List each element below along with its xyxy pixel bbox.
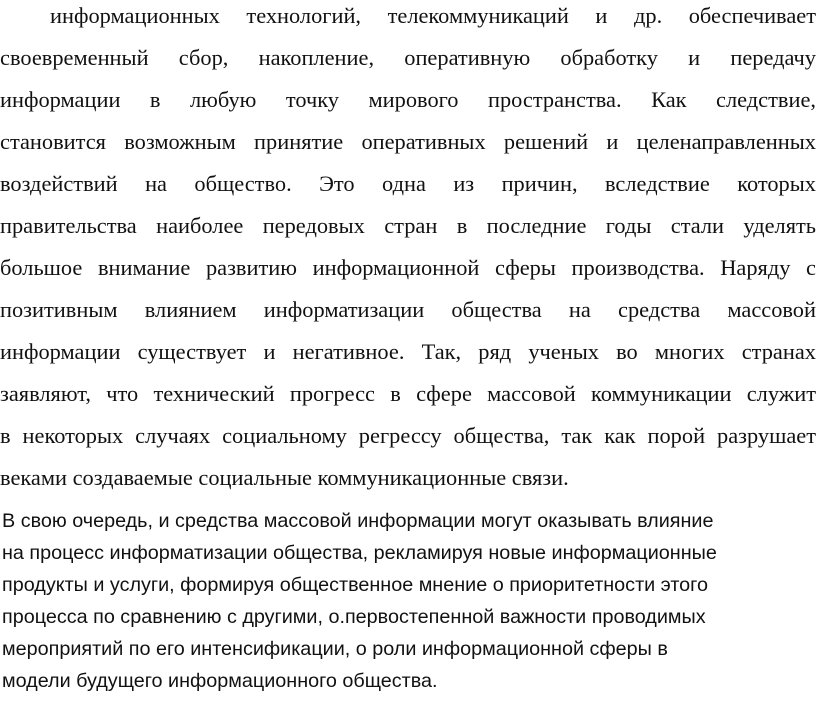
paragraph-1-line-10: заявляют, что технический прогресс в сфере массовой коммуникации служит bbox=[0, 381, 816, 406]
paragraph-1-line-5: воздействий на общество. Это одна из причин, вследствие которых bbox=[0, 171, 816, 196]
paragraph-1-line-9: информации существует и негативное. Так, ряд ученых во многих странах bbox=[0, 339, 816, 364]
paragraph-2-line-5: мероприятий по его интенсификации, о роли информационной сферы в bbox=[2, 638, 668, 660]
paragraph-1-line-12: веками создаваемые социальные коммуникационные связи. bbox=[0, 465, 569, 490]
paragraph-2-line-2: на процесс информатизации общества, рекламируя новые информационные bbox=[2, 542, 717, 564]
paragraph-2-line-1: В свою очередь, и средства массовой информации могут оказывать влияние bbox=[2, 510, 714, 532]
paragraph-1-line-7: большое внимание развитию информационной сферы производства. Наряду с bbox=[0, 255, 816, 280]
paragraph-1-line-3: информации в любую точку мирового пространства. Как следствие, bbox=[0, 87, 816, 112]
paragraph-2-line-4: процесса по сравнению с другими, о.первостепенной важности проводимых bbox=[2, 606, 706, 628]
paragraph-1-line-8: позитивным влиянием информатизации общества на средства массовой bbox=[0, 297, 816, 322]
paragraph-2-line-6: модели будущего информационного общества. bbox=[2, 670, 438, 692]
paragraph-1-line-4: становится возможным принятие оперативных решений и целенаправленных bbox=[0, 129, 816, 154]
paragraph-1-line-2: своевременный сбор, накопление, оперативную обработку и передачу bbox=[0, 45, 816, 70]
paragraph-1-line-11: в некоторых случаях социальному регрессу общества, так как порой разрушает bbox=[0, 423, 816, 448]
paragraph-1-line-6: правительства наиболее передовых стран в последние годы стали уделять bbox=[0, 213, 816, 238]
paragraph-1-line-1: информационных технологий, телекоммуникаций и др. обеспечивает bbox=[50, 3, 816, 28]
paragraph-2-line-3: продукты и услуги, формируя общественное мнение о приоритетности этого bbox=[2, 574, 708, 596]
